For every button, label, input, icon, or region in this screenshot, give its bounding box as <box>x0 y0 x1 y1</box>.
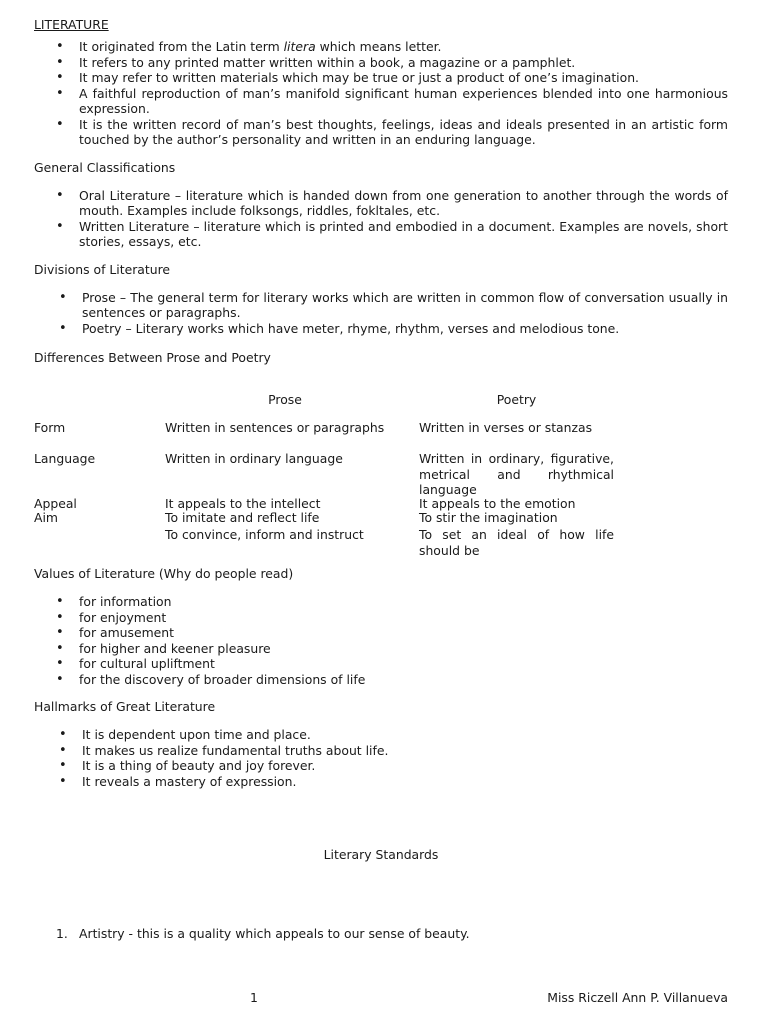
row-label-aim: Aim <box>34 510 58 525</box>
row-aim2-prose: To convince, inform and instruct <box>165 527 364 542</box>
row-appeal-poetry: It appeals to the emotion <box>419 496 576 511</box>
values-item-4: • for higher and keener pleasure <box>34 641 728 657</box>
row-aim-prose: To imitate and reflect life <box>165 510 320 525</box>
document-page <box>34 17 728 942</box>
hallmarks-item-3: • It is a thing of beauty and joy forever. <box>34 758 728 774</box>
standard-item-1-text: Artistry - this is a quality which appeals to our sense of beauty. <box>79 926 470 941</box>
general-classifications-heading: General Classifications <box>34 159 176 175</box>
document-title: LITERATURE <box>34 17 109 32</box>
intro-item-1-post: which means letter. <box>315 39 442 54</box>
intro-item-1-pre: It originated from the Latin term <box>79 39 284 54</box>
values-item-5: • for cultural upliftment <box>34 656 728 672</box>
literary-standards-list <box>34 926 728 942</box>
hallmarks-list <box>34 727 728 789</box>
page-number: 1 <box>250 990 258 1005</box>
general-item-2: • Written Literature – literature which is printed and embodied in a document. Examples are novels, short stories, essays, etc. <box>34 219 728 250</box>
values-item-6: • for the discovery of broader dimensions of life <box>34 672 728 688</box>
divisions-item-1: • Prose – The general term for literary works which are written in common flow of conversation usually in sentences or paragraphs. <box>34 290 728 321</box>
intro-item-4: • A faithful reproduction of man’s manifold significant human experiences blended into one harmonious expression. <box>34 86 728 117</box>
divisions-item-2: • Poetry – Literary works which have meter, rhyme, rhythm, verses and melodious tone. <box>34 321 728 337</box>
divisions-heading: Divisions of Literature <box>34 261 171 277</box>
prose-column-header: Prose <box>268 392 302 407</box>
values-item-1: • for information <box>34 594 728 610</box>
author-name: Miss Riczell Ann P. Villanueva <box>547 990 728 1005</box>
row-form-poetry: Written in verses or stanzas <box>419 420 593 435</box>
row-label-language: Language <box>34 451 96 466</box>
page-footer <box>0 990 768 1006</box>
values-item-3: • for amusement <box>34 625 728 641</box>
row-aim-poetry: To stir the imagination <box>419 510 558 525</box>
row-form-prose: Written in sentences or paragraphs <box>165 420 385 435</box>
values-list <box>34 594 728 687</box>
hallmarks-item-2: • It makes us realize fundamental truths about life. <box>34 743 728 759</box>
standard-item-1-number: 1. <box>56 926 68 941</box>
hallmarks-item-4: • It reveals a mastery of expression. <box>34 774 728 790</box>
intro-item-5: • It is the written record of man’s best thoughts, feelings, ideas and ideals presented in an artistic form touched by the author’s personality and written in an enduring language. <box>34 117 728 148</box>
row-appeal-prose: It appeals to the intellect <box>165 496 321 511</box>
row-label-form: Form <box>34 420 66 435</box>
intro-item-3: • It may refer to written materials which may be true or just a product of one’s imagination. <box>34 70 728 86</box>
hallmarks-heading: Hallmarks of Great Literature <box>34 699 216 714</box>
intro-item-1-emphasis: litera <box>283 39 316 54</box>
row-language-prose: Written in ordinary language <box>165 451 343 466</box>
hallmarks-item-1: • It is dependent upon time and place. <box>34 727 728 743</box>
row-label-appeal: Appeal <box>34 496 77 511</box>
row-aim2-poetry: To set an ideal of how life should be <box>419 527 614 558</box>
values-heading: Values of Literature (Why do people read) <box>34 566 294 581</box>
general-classifications-list <box>34 188 728 250</box>
intro-item-2: • It refers to any printed matter written within a book, a magazine or a pamphlet. <box>34 55 728 71</box>
standard-item-1 <box>34 926 728 942</box>
intro-list <box>34 39 728 148</box>
row-language-poetry: Written in ordinary, figurative, metrical and rhythmical language <box>419 451 614 497</box>
literary-standards-heading: Literary Standards <box>323 847 439 862</box>
general-item-1: • Oral Literature – literature which is handed down from one generation to another through the words of mouth. Examples include folksongs, riddles, fokltales, etc. <box>34 188 728 219</box>
intro-item-1 <box>34 39 728 55</box>
divisions-list <box>34 290 728 337</box>
differences-table <box>34 366 728 556</box>
poetry-column-header: Poetry <box>496 392 537 407</box>
differences-heading: Differences Between Prose and Poetry <box>34 350 271 365</box>
values-item-2: • for enjoyment <box>34 610 728 626</box>
